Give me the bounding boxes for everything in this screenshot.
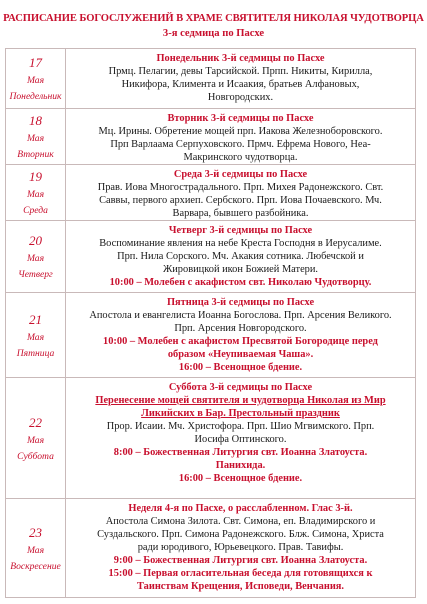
service-time-line: 15:00 – Первая огласительная беседа для готовящихся к xyxy=(108,568,373,579)
schedule-table xyxy=(5,48,416,598)
date-day: 21 xyxy=(29,311,42,327)
day-heading: Среда 3-й седмицы по Пасхе xyxy=(173,169,308,180)
date-weekday: Среда xyxy=(23,205,48,216)
commemoration-line: Иосифа Оптинского. xyxy=(194,434,287,445)
date-weekday: Понедельник xyxy=(9,90,62,102)
date-weekday: Воскресение xyxy=(10,560,61,572)
service-cell xyxy=(66,293,415,377)
service-time-line: 16:00 – Всенощное бдение. xyxy=(178,362,303,373)
date-day: 19 xyxy=(29,169,42,184)
date-day: 22 xyxy=(29,414,42,430)
feast-title: Ликийских в Бар. Престольный праздник xyxy=(141,408,340,419)
page-subtitle: 3-я седмица по Пасхе xyxy=(162,28,265,39)
commemoration-line: Прав. Иова Многострадального. Прп. Михея Радонежского. Свт. xyxy=(97,182,384,193)
commemoration-line: Прп. Нила Сорского. Мч. Акакия сотника. Любечской и xyxy=(117,251,364,262)
service-cell xyxy=(66,378,415,498)
date-cell xyxy=(6,499,66,597)
date-month: Мая xyxy=(26,74,45,86)
day-heading: Понедельник 3-й седмицы по Пасхе xyxy=(156,53,325,64)
date-day: 20 xyxy=(29,233,42,248)
day-heading: Вторник 3-й седмицы по Пасхе xyxy=(167,113,314,124)
date-cell xyxy=(6,165,66,220)
commemoration-line: Суздальского. Прп. Симона Радонежского. Блж. Симона, Христа xyxy=(97,529,384,540)
service-cell xyxy=(66,499,415,597)
commemoration-line: Прор. Исаии. Мч. Христофора. Прп. Шио Мгвимского. Прп. xyxy=(106,421,375,432)
day-heading: Пятница 3-й седмицы по Пасхе xyxy=(166,297,315,308)
commemoration-line: Апостола и евангелиста Иоанна Богослова. Прп. Арсения Великого. xyxy=(89,310,392,321)
schedule-row xyxy=(6,498,415,597)
service-time-line: 8:00 – Божественная Литургия свт. Иоанна Златоуста. xyxy=(113,447,368,458)
commemoration-line: Прп. Арсения Новгородского. xyxy=(174,323,307,334)
service-cell xyxy=(66,109,415,164)
commemoration-line: Мц. Ирины. Обретение мощей прп. Иакова Железноборовского. xyxy=(98,126,383,137)
schedule-row xyxy=(6,164,415,220)
commemoration-line: Новгородских. xyxy=(207,92,274,103)
service-time-line: Таинствам Крещения, Исповеди, Венчания. xyxy=(136,581,345,592)
date-weekday: Вторник xyxy=(17,149,54,160)
day-heading: Четверг 3-й седмицы по Пасхе xyxy=(168,225,313,236)
schedule-row xyxy=(6,108,415,164)
commemoration-line: Саввы, первого архиеп. Сербского. Прп. Иова Почаевского. Мч. xyxy=(99,195,382,206)
day-heading: Неделя 4-я по Пасхе, о расслабленном. Глас 3-й. xyxy=(128,503,353,514)
day-heading: Суббота 3-й седмицы по Пасхе xyxy=(168,382,313,393)
commemoration-line: Жировицкой икон Божией Матери. xyxy=(162,264,319,275)
commemoration-line: Макринского чудотворца. xyxy=(183,152,298,163)
date-cell xyxy=(6,221,66,292)
date-cell xyxy=(6,378,66,498)
date-month: Мая xyxy=(26,434,45,446)
service-time-line: 16:00 – Всенощное бдение. xyxy=(178,473,303,484)
date-day: 23 xyxy=(29,524,42,540)
date-month: Мая xyxy=(26,331,45,343)
date-cell xyxy=(6,49,66,108)
date-cell xyxy=(6,109,66,164)
date-weekday: Четверг xyxy=(18,269,53,280)
schedule-row xyxy=(6,49,415,108)
date-month: Мая xyxy=(26,189,45,200)
date-month: Мая xyxy=(26,133,45,144)
date-weekday: Пятница xyxy=(16,347,55,359)
date-month: Мая xyxy=(26,253,45,264)
commemoration-line: Апостола Симона Зилота. Свт. Симона, еп. Владимирского и xyxy=(105,516,376,527)
schedule-row xyxy=(6,377,415,498)
service-time-line: 10:00 – Молебен с акафистом свт. Николаю Чудотворцу. xyxy=(109,277,372,288)
service-cell xyxy=(66,165,415,220)
service-time-line: 10:00 – Молебен с акафистом Пресвятой Богородице перед xyxy=(103,336,378,347)
commemoration-line: Варвара, бывшего разбойника. xyxy=(172,208,309,219)
commemoration-line: Прп Варлаама Серпуховского. Прмч. Ефрема Нового, Неа- xyxy=(110,139,371,150)
service-time-line: 9:00 – Божественная Литургия свт. Иоанна Златоуста. xyxy=(113,555,368,566)
page-title: РАСПИСАНИЕ БОГОСЛУЖЕНИЙ В ХРАМЕ СВЯТИТЕЛЯ НИКОЛАЯ ЧУДОТВОРЦА xyxy=(3,13,424,24)
service-time-line: образом «Неупиваемая Чаша». xyxy=(167,349,314,360)
date-day: 17 xyxy=(29,54,42,70)
commemoration-line: ради юродивого, Юрьевецкого. Прав. Тавифы. xyxy=(137,542,344,553)
service-time-line: Панихида. xyxy=(215,460,266,471)
commemoration-line: Никифора, Климента и Исаакия, братьев Алфановых, xyxy=(121,79,360,90)
date-month: Мая xyxy=(26,544,45,556)
commemoration-line: Прмц. Пелагии, девы Тарсийской. Прпп. Никиты, Кирилла, xyxy=(108,66,373,77)
feast-title: Перенесение мощей святителя и чудотворца Николая из Мир xyxy=(95,395,386,406)
service-cell xyxy=(66,49,415,108)
schedule-row xyxy=(6,220,415,292)
commemoration-line: Воспоминание явления на небе Креста Господня в Иерусалиме. xyxy=(99,238,382,249)
date-day: 18 xyxy=(29,113,42,128)
date-cell xyxy=(6,293,66,377)
date-weekday: Суббота xyxy=(17,450,54,462)
service-cell xyxy=(66,221,415,292)
schedule-row xyxy=(6,292,415,377)
